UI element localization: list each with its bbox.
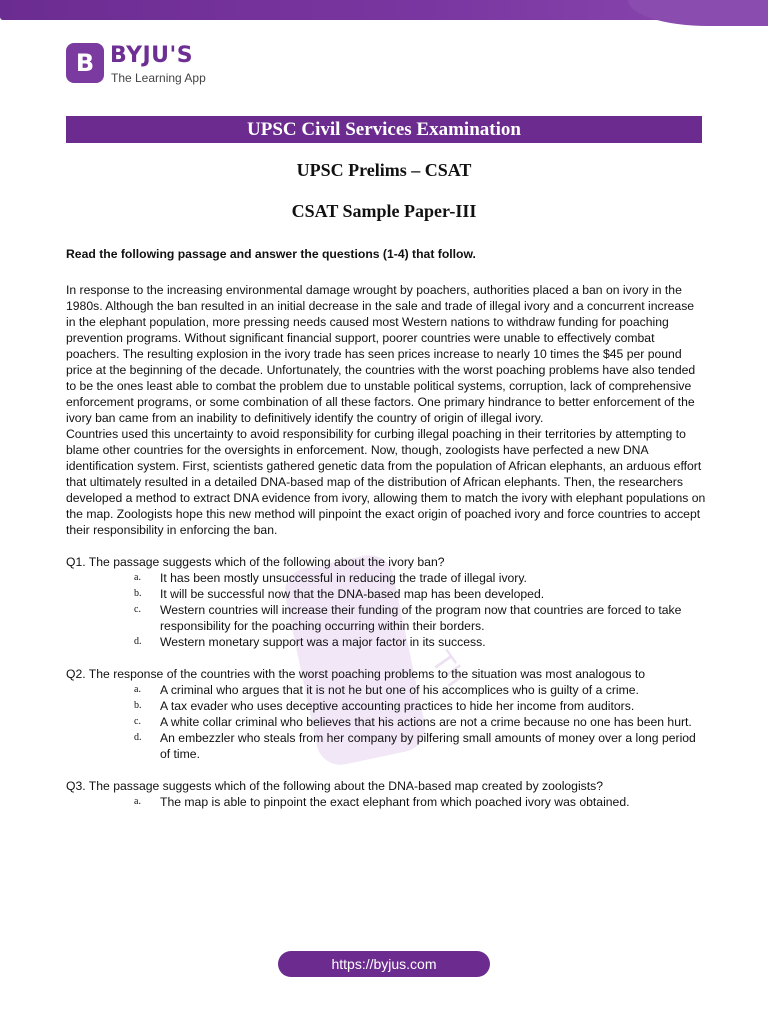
option-letter: c.: [134, 716, 141, 727]
option-text: The map is able to pinpoint the exact elephant from which poached ivory was obtained.: [160, 795, 630, 809]
option-text: A tax evader who uses deceptive accounting practices to hide her income from auditors.: [160, 699, 635, 713]
question-block: [66, 778, 706, 810]
option-text: It will be successful now that the DNA-based map has been developed.: [160, 587, 545, 601]
exam-banner: UPSC Civil Services Examination: [66, 116, 702, 143]
answer-option: [134, 570, 706, 586]
top-band-accent: [628, 0, 768, 26]
passage-paragraph: Countries used this uncertainty to avoid responsibility for curbing illegal poaching in their territories by attempting to blame other countries for the oversights in enforcement. Now, though, zoologists have perfected a new DNA identification system. First, scientists gathered genetic data from the population of African elephants, an arduous effort that ultimately resulted in a detailed DNA-based map of the distribution of African elephants. Then, the researchers developed a method to extract DNA evidence from ivory, allowing them to match the ivory with elephant populations on the map. Zoologists hope this new method will pinpoint the exact origin of poached ivory and force countries to accept their responsibility in enforcing the ban.: [66, 427, 706, 537]
option-letter: a.: [134, 684, 141, 695]
answer-option: [134, 730, 706, 762]
option-letter: a.: [134, 572, 141, 583]
option-letter: b.: [134, 700, 142, 711]
passage-instruction: Read the following passage and answer the questions (1-4) that follow.: [66, 247, 476, 261]
question-text: Q2. The response of the countries with the worst poaching problems to the situation was most analogous to: [66, 667, 646, 681]
website-link[interactable]: https://byjus.com: [278, 951, 490, 977]
option-text: A white collar criminal who believes that his actions are not a crime because no one has been hurt.: [160, 715, 692, 729]
question-block: [66, 666, 706, 762]
option-text: A criminal who argues that it is not he but one of his accomplices who is guilty of a crime.: [160, 683, 639, 697]
document-body: [66, 246, 706, 810]
paper-title: CSAT Sample Paper-III: [291, 201, 477, 221]
question-text: Q1. The passage suggests which of the following about the ivory ban?: [66, 555, 445, 569]
answer-option: [134, 586, 706, 602]
logo-name: BYJU'S: [110, 43, 194, 68]
logo-letter: B: [75, 49, 95, 77]
answer-option: [134, 714, 706, 730]
answer-option: [134, 634, 706, 650]
answer-option: [134, 698, 706, 714]
question-block: [66, 554, 706, 650]
passage-paragraph: In response to the increasing environmental damage wrought by poachers, authorities placed a ban on ivory in the 1980s. Although the ban resulted in an initial decrease in the sale and trade of illegal ivory and a concurrent increase in the elephant population, more pressing needs caused most Western nations to withdraw funding for poaching prevention programs. Without significant financial support, poorer countries were unable to effectively combat poachers. The resulting explosion in the ivory trade has seen prices increase to nearly 10 times the $45 per pound price at the beginning of the decade. Unfortunately, the countries with the worst poaching problems have also tended to be the ones least able to combat the problem due to unstable political systems, corruption, lack of comprehensive enforcement programs, or some combination of all these factors. One primary hindrance to better enforcement of the ivory ban came from an inability to definitively identify the country of origin of illegal ivory.: [66, 283, 696, 425]
answer-option: [134, 602, 706, 634]
answer-option: [134, 794, 706, 810]
option-text: An embezzler who steals from her company by pilfering small amounts of money over a long period of time.: [160, 731, 696, 761]
exam-subtitle: UPSC Prelims – CSAT: [296, 160, 472, 180]
svg-text:Th: Th: [424, 645, 472, 693]
answer-option: [134, 682, 706, 698]
option-letter: a.: [134, 796, 141, 807]
option-letter: b.: [134, 588, 142, 599]
option-text: It has been mostly unsuccessful in reducing the trade of illegal ivory.: [160, 571, 527, 585]
byjus-logo[interactable]: [66, 43, 236, 87]
question-text: Q3. The passage suggests which of the following about the DNA-based map created by zoologists?: [66, 779, 604, 793]
option-letter: d.: [134, 732, 142, 743]
option-text: Western countries will increase their funding of the program now that countries are forced to take responsibility for the poaching occurring within their borders.: [160, 603, 682, 633]
option-text: Western monetary support was a major factor in its success.: [160, 635, 486, 649]
logo-tagline: The Learning App: [111, 71, 206, 85]
option-letter: d.: [134, 636, 142, 647]
option-letter: c.: [134, 604, 141, 615]
